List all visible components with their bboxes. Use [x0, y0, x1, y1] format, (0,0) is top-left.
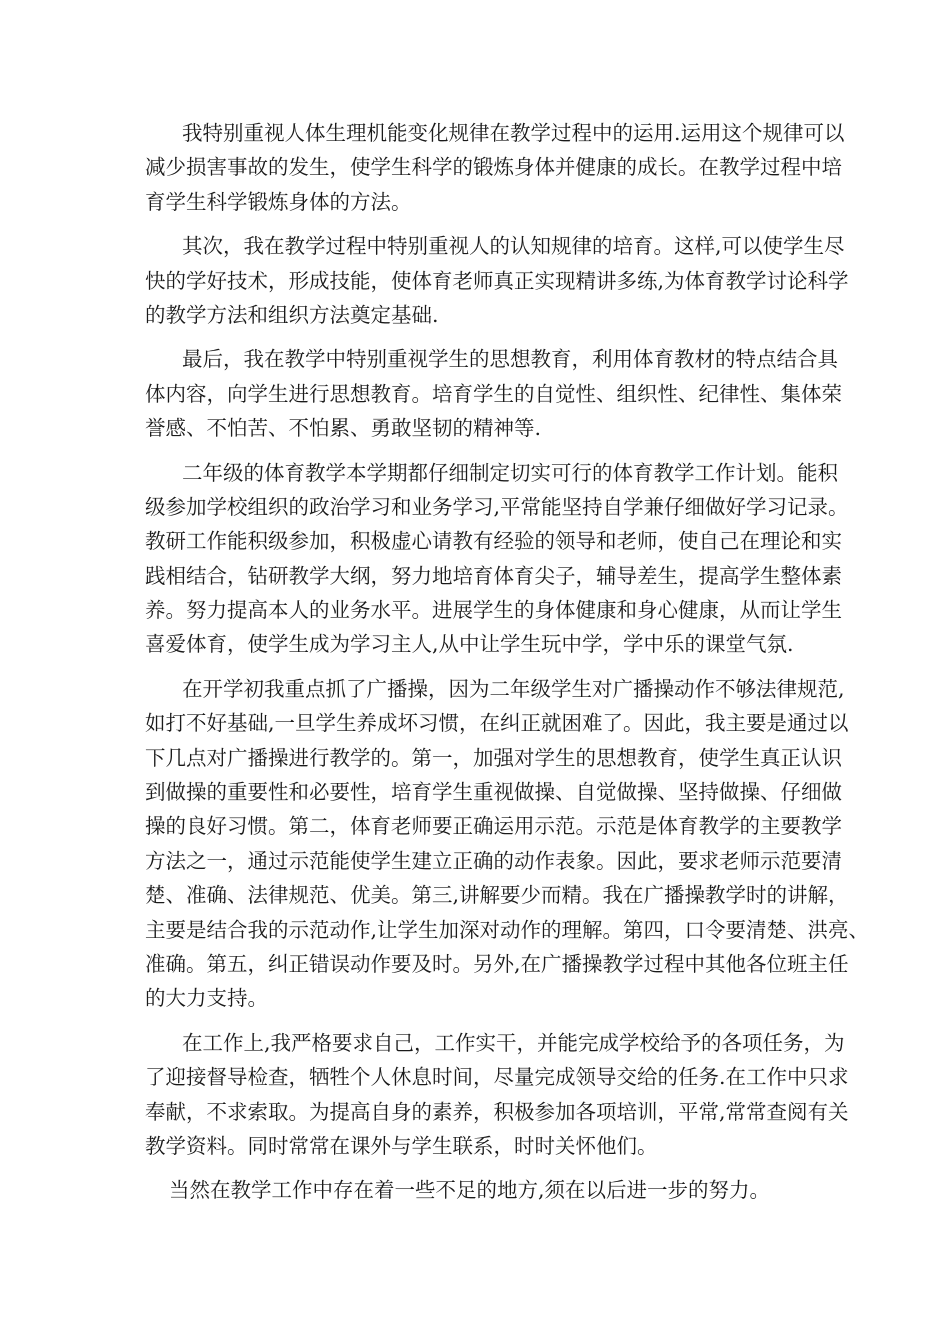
- text-line: 其次，我在教学过程中特别重视人的认知规律的培育。这样,可以使学生尽: [182, 234, 845, 259]
- text-line: 准确。第五，纠正错误动作要及时。另外,在广播操教学过程中其他各位班主任: [145, 951, 849, 976]
- text-line: 了迎接督导检查，牺牲个人休息时间，尽量完成领导交给的任务.在工作中只求: [145, 1065, 849, 1090]
- text-line: 育学生科学锻炼身体的方法。: [145, 189, 412, 214]
- paragraph: [145, 229, 855, 332]
- text-line: 楚、准确、法律规范、优美。第三,讲解要少而精。我在广播操教学时的讲解，: [145, 883, 849, 908]
- text-line: 我特别重视人体生理机能变化规律在教学过程中的运用.运用这个规律可以: [182, 121, 845, 145]
- text-line: 在工作上,我严格要求自己，工作实干，并能完成学校给予的各项任务，为: [182, 1030, 845, 1055]
- text-line: 的教学方法和组织方法奠定基础.: [145, 302, 439, 327]
- text-line: 践相结合，钻研教学大纲，努力地培育体育尖子，辅导差生，提高学生整体素: [145, 563, 842, 588]
- text-line: 减少损害事故的发生，使学生科学的锻炼身体并健康的成长。在教学过程中培: [145, 155, 842, 180]
- text-line: 的大力支持。: [145, 986, 268, 1011]
- text-line: 誉感、不怕苦、不怕累、勇敢坚韧的精神等.: [145, 416, 542, 441]
- text-line: 二年级的体育教学本学期都仔细制定切实可行的体育教学工作计划。能积: [182, 460, 838, 485]
- text-line: 最后，我在教学中特别重视学生的思想教育，利用体育教材的特点结合具: [182, 347, 838, 372]
- paragraph: [145, 1173, 855, 1207]
- text-line: 喜爱体育，使学生成为学习主人,从中让学生玩中学，学中乐的课堂气氛.: [145, 632, 794, 657]
- paragraph: [145, 456, 855, 662]
- paragraph: [145, 672, 870, 1016]
- text-line: 当然在教学工作中存在着一些不足的地方,须在以后进一步的努力。: [169, 1178, 771, 1203]
- paragraph: [145, 342, 855, 445]
- paragraph: [145, 116, 855, 219]
- paragraph: [145, 1026, 855, 1164]
- text-line: 如打不好基础,一旦学生养成坏习惯，在纠正就困难了。因此，我主要是通过以: [145, 711, 849, 736]
- text-line: 养。努力提高本人的业务水平。进展学生的身体健康和身心健康，从而让学生: [145, 598, 842, 623]
- text-line: 奉献，不求索取。为提高自身的素养，积极参加各项培训，平常,常常查阅有关: [145, 1099, 849, 1124]
- text-line: 到做操的重要性和必要性，培育学生重视做操、自觉做操、坚持做操、仔细做: [145, 780, 842, 805]
- text-line: 操的良好习惯。第二，体育老师要正确运用示范。示范是体育教学的主要教学: [145, 814, 842, 839]
- text-line: 级参加学校组织的政治学习和业务学习,平常能坚持自学兼仔细做好学习记录。: [145, 494, 849, 519]
- text-line: 方法之一，通过示范能使学生建立正确的动作表象。因此，要求老师示范要清: [145, 848, 842, 873]
- text-line: 体内容，向学生进行思想教育。培育学生的自觉性、组织性、纪律性、集体荣: [145, 381, 842, 406]
- text-line: 在开学初我重点抓了广播操，因为二年级学生对广播操动作不够法律规范,: [182, 676, 845, 701]
- text-line: 快的学好技术，形成技能，使体育老师真正实现精讲多练,为体育教学讨论科学: [145, 268, 849, 293]
- text-line: 下几点对广播操进行教学的。第一，加强对学生的思想教育，使学生真正认识: [145, 745, 842, 770]
- text-line: 教学资料。同时常常在课外与学生联系，时时关怀他们。: [145, 1133, 658, 1158]
- document-body: [145, 116, 870, 1208]
- text-line: 主要是结合我的示范动作,让学生加深对动作的理解。第四，口令要清楚、洪亮、: [145, 917, 870, 942]
- text-line: 教研工作能积级参加，积极虚心请教有经验的领导和老师，使自己在理论和实: [145, 529, 842, 554]
